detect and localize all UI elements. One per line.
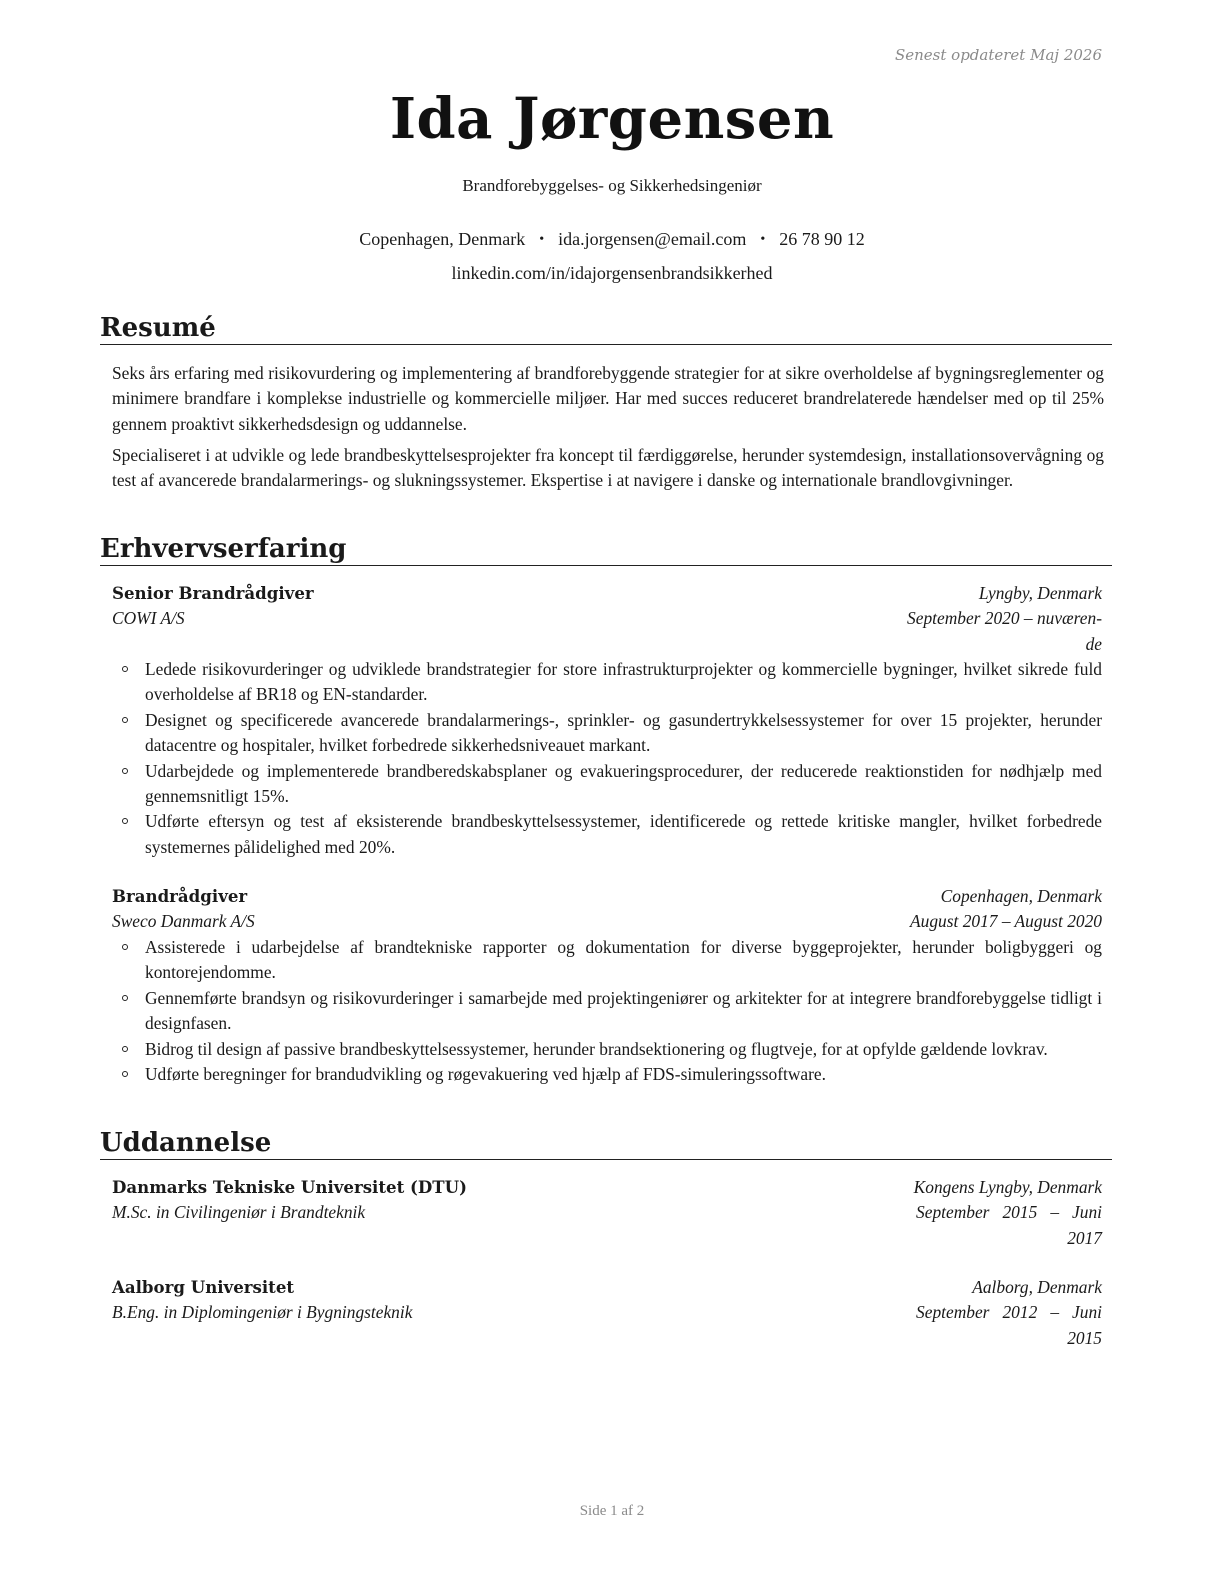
contact-phone[interactable]: 26 78 90 12 — [779, 229, 865, 249]
school-location: Aalborg, Denmark — [972, 1277, 1102, 1297]
circle-bullet-icon — [122, 768, 128, 774]
job-entry-header — [112, 884, 1102, 935]
circle-bullet-icon — [122, 818, 128, 824]
job-location: Copenhagen, Denmark — [940, 886, 1102, 906]
circle-bullet-icon — [122, 717, 128, 723]
candidate-name: Ida Jørgensen — [389, 86, 835, 152]
school-dates: September 2015 – Juni — [916, 1202, 1102, 1223]
job-dates: September 2020 – nuværen- — [907, 608, 1102, 629]
list-item: Bidrog til design af passive brandbeskyttelsessystemer, herunder brandsektionering og flugtveje, for at opfylde gældende lovkrav. — [112, 1037, 1102, 1062]
school-dates-continued: 2015 — [1067, 1327, 1102, 1348]
circle-bullet-icon — [122, 995, 128, 1001]
section-heading-education: Uddannelse — [100, 1128, 1112, 1160]
circle-bullet-icon — [122, 1071, 128, 1077]
bullet-separator: • — [539, 232, 545, 247]
list-item: Assisterede i udarbejdelse af brandtekniske rapporter og dokumentation for diverse byggeprojekter, herunder boligbyggeri og kontorejendomme. — [112, 935, 1102, 986]
job-location: Lyngby, Denmark — [978, 583, 1102, 603]
list-item: Udførte eftersyn og test af eksisterende brandbeskyttelsessystemer, identificerede og rettede kritiske mangler, hvilket forbedrede systemernes pålidelighed med 20%. — [112, 809, 1102, 860]
school-name: Aalborg Universitet — [112, 1277, 295, 1297]
school-location: Kongens Lyngby, Denmark — [913, 1177, 1102, 1197]
list-item: Udførte beregninger for brandudvikling og røgevakuering ved hjælp af FDS-simuleringssoftware. — [112, 1062, 1102, 1087]
summary-paragraph-1: Seks års erfaring med risikovurdering og implementering af brandforebyggende strategier for at sikre overholdelse af bygningsreglementer og minimere brandfare i komplekse industrielle og kommercielle miljøer. Har med succes reduceret brandrelaterede hændelser med op til 25% gennem proaktivt sikkerhedsdesign og uddannelse. — [112, 363, 1104, 434]
bullet-separator: • — [760, 232, 766, 247]
job-role: Senior Brandrådgiver — [112, 583, 314, 603]
job-dates-continued: de — [1085, 633, 1102, 654]
job-bullet-list — [112, 935, 1102, 1087]
circle-bullet-icon — [122, 1046, 128, 1052]
contact-line — [0, 229, 1224, 250]
school-degree: M.Sc. in Civilingeniør i Brandteknik — [112, 1202, 366, 1223]
section-heading-summary: Resumé — [100, 313, 1112, 345]
last-updated: Senest opdateret Maj 2026 — [894, 46, 1102, 64]
section-heading-experience: Erhvervserfaring — [100, 534, 1112, 566]
school-name: Danmarks Tekniske Universitet (DTU) — [112, 1177, 467, 1197]
job-title: Brandforebyggelses- og Sikkerhedsingeniør — [462, 176, 762, 195]
circle-bullet-icon — [122, 944, 128, 950]
job-company: Sweco Danmark A/S — [112, 911, 255, 932]
list-item: Gennemførte brandsyn og risikovurderinger i samarbejde med projektingeniører og arkitekter for at integrere brandforebyggelse tidligt i designfasen. — [112, 986, 1102, 1037]
summary-paragraph-2: Specialiseret i at udvikle og lede brandbeskyttelsesprojekter fra koncept til færdiggørelse, herunder systemdesign, installationsovervågning og test af avancerede brandalarmerings- og slukningssystemer. Ekspertise i at navigere i danske og internationale brandlovgivninger. — [112, 445, 1104, 491]
circle-bullet-icon — [122, 666, 128, 672]
school-degree: B.Eng. in Diplomingeniør i Bygningsteknik — [112, 1302, 413, 1323]
job-entry-header — [112, 581, 1102, 657]
job-company: COWI A/S — [112, 608, 185, 629]
list-item: Ledede risikovurderinger og udviklede brandstrategier for store infrastrukturprojekter og kommercielle bygninger, hvilket sikrede fuld overholdelse af BR18 og EN-standarder. — [112, 657, 1102, 708]
list-item: Designet og specificerede avancerede brandalarmerings-, sprinkler- og gasundertrykkelsessystemer for over 15 projekter, herunder datacentre og hospitaler, hvilket forbedrede sikkerhedsniveauet markant. — [112, 708, 1102, 759]
contact-email[interactable]: ida.jorgensen@email.com — [558, 229, 747, 249]
job-role: Brandrådgiver — [112, 886, 248, 906]
school-dates: September 2012 – Juni — [916, 1302, 1102, 1323]
contact-location: Copenhagen, Denmark — [359, 229, 526, 249]
education-entry-header — [112, 1175, 1102, 1251]
job-dates: August 2017 – August 2020 — [910, 911, 1102, 932]
education-entry-header — [112, 1275, 1102, 1351]
page-number: Side 1 af 2 — [579, 1503, 645, 1519]
contact-linkedin[interactable]: linkedin.com/in/idajorgensenbrandsikkerhed — [451, 263, 773, 283]
list-item: Udarbejdede og implementerede brandberedskabsplaner og evakueringsprocedurer, der reducerede reaktionstiden for nødhjælp med gennemsnitligt 15%. — [112, 759, 1102, 810]
job-bullet-list — [112, 657, 1102, 860]
school-dates-continued: 2017 — [1067, 1227, 1102, 1248]
